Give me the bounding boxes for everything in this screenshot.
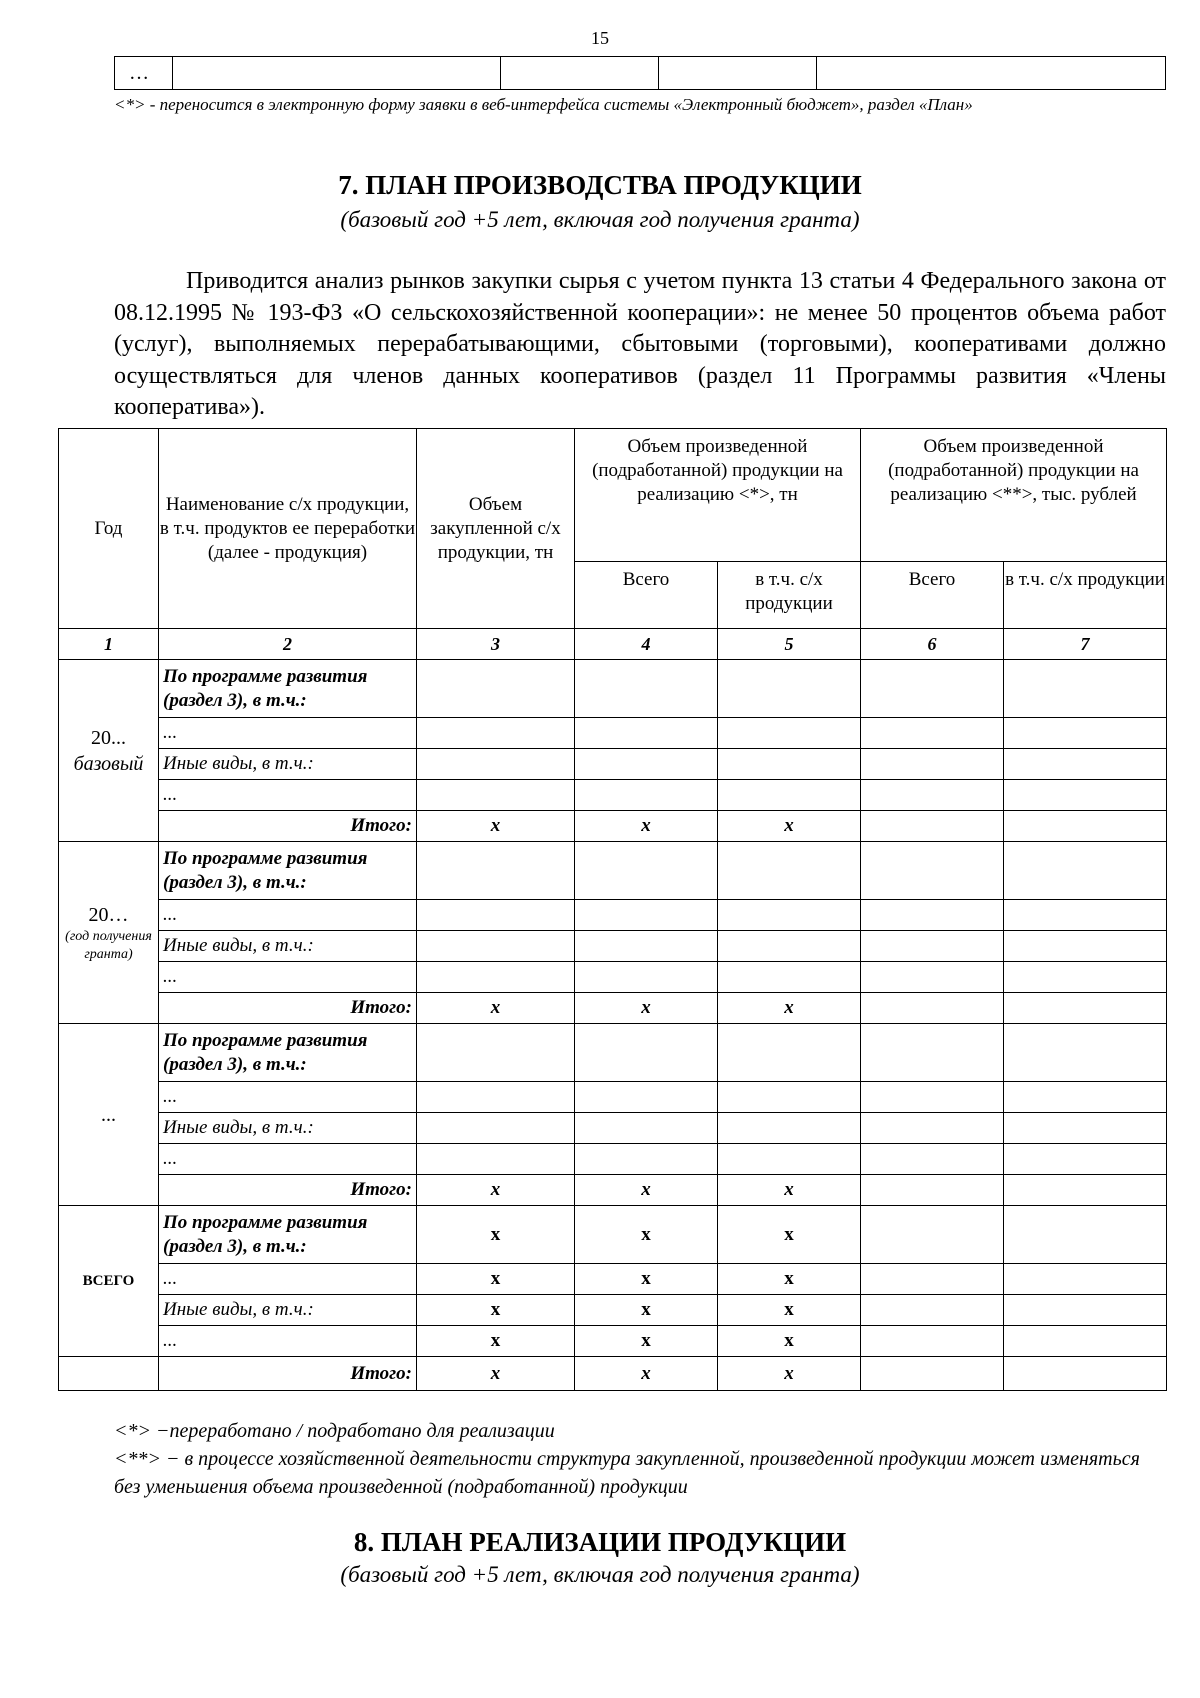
- table-cell: [575, 1082, 718, 1113]
- table-cell: [861, 1082, 1004, 1113]
- table-cell: [417, 1144, 575, 1175]
- continuation-table: [114, 56, 1166, 90]
- year-cell-grant: [59, 842, 159, 1024]
- continuation-cell: [501, 57, 659, 90]
- table-cell: [718, 1144, 861, 1175]
- table-cell: [1004, 1024, 1167, 1082]
- header-incl-agri-rub: в т.ч. с/х продукции: [1004, 562, 1167, 629]
- table-cell: [718, 749, 861, 780]
- table-cell: [718, 718, 861, 749]
- table-cell: [1004, 1113, 1167, 1144]
- table-cell: [1004, 718, 1167, 749]
- row-label-ellipsis: ...: [159, 1144, 417, 1175]
- table-cell: [417, 962, 575, 993]
- row-label-other: Иные виды, в т.ч.:: [159, 1295, 417, 1326]
- table-cell: [718, 660, 861, 718]
- table-cell: [417, 900, 575, 931]
- column-number: 7: [1004, 629, 1167, 660]
- header-total-rub: Всего: [861, 562, 1004, 629]
- table-cell: [861, 1206, 1004, 1264]
- year-cell-base: [59, 660, 159, 842]
- row-label-ellipsis: ...: [159, 718, 417, 749]
- table-cell: [417, 1082, 575, 1113]
- header-purchased: Объем закупленной с/х продукции, тн: [417, 429, 575, 629]
- section-7-intro: [114, 266, 1166, 424]
- x-mark: x: [718, 811, 861, 842]
- table-cell: [417, 780, 575, 811]
- table-cell: [575, 1024, 718, 1082]
- header-produced-tn: Объем произведенной (подработанной) продукции на реализацию <*>, тн: [575, 429, 861, 562]
- top-footnote: <*> - переносится в электронную форму заявки в веб-интерфейса системы «Электронный бюджет», раздел «План»: [114, 95, 973, 114]
- table-cell: [575, 842, 718, 900]
- table-cell: [575, 660, 718, 718]
- table-cell: [861, 749, 1004, 780]
- table-cell: [1004, 993, 1167, 1024]
- x-mark: x: [575, 1264, 718, 1295]
- table-cell: [59, 1357, 159, 1391]
- intro-text: Приводится анализ рынков закупки сырья с учетом пункта 13 статьи 4 Федерального закона от 08.12.1995 № 193-ФЗ «О сельскохозяйственной кооперации»: не менее 50 процентов объема работ (услуг), выполняемых перерабатывающими, сбытовыми (торговыми), кооперативами должно осуществляться для членов данных кооперативов (раздел 11 Программы развития «Члены кооператива»).: [114, 268, 1166, 420]
- table-cell: [1004, 900, 1167, 931]
- x-mark: x: [417, 1206, 575, 1264]
- table-cell: [417, 1113, 575, 1144]
- row-label-ellipsis: ...: [159, 962, 417, 993]
- table-cell: [861, 1144, 1004, 1175]
- table-cell: [1004, 1082, 1167, 1113]
- footnote-2: <**> − в процессе хозяйственной деятельности структура закупленной, произведенной продукции может изменяться без уменьшения объема произведенной (подработанной) продукции: [114, 1448, 1140, 1498]
- row-label-total: Итого:: [159, 1357, 417, 1391]
- x-mark: x: [417, 811, 575, 842]
- table-cell: [417, 660, 575, 718]
- row-label-ellipsis: ...: [159, 1264, 417, 1295]
- year-note: базовый: [73, 752, 144, 775]
- table-cell: [417, 749, 575, 780]
- row-label-other: Иные виды, в т.ч.:: [159, 931, 417, 962]
- table-cell: [861, 993, 1004, 1024]
- table-cell: [861, 1326, 1004, 1357]
- table-cell: [1004, 749, 1167, 780]
- table-cell: [1004, 931, 1167, 962]
- row-label-ellipsis: ...: [159, 1326, 417, 1357]
- year-note: (год получения гранта): [65, 928, 152, 962]
- header-total-tn: Всего: [575, 562, 718, 629]
- x-mark: x: [417, 1326, 575, 1357]
- column-number: 5: [718, 629, 861, 660]
- table-cell: [417, 842, 575, 900]
- table-cell: [718, 962, 861, 993]
- table-cell: [417, 931, 575, 962]
- table-cell: [1004, 660, 1167, 718]
- x-mark: x: [417, 1175, 575, 1206]
- table-cell: [1004, 811, 1167, 842]
- x-mark: x: [718, 1264, 861, 1295]
- year-label: 20…: [88, 903, 129, 926]
- table-cell: [861, 962, 1004, 993]
- column-number: 3: [417, 629, 575, 660]
- year-label: 20...: [91, 726, 126, 749]
- row-label-total: Итого:: [159, 1175, 417, 1206]
- table-cell: [718, 1082, 861, 1113]
- section-7-subtitle: (базовый год +5 лет, включая год получения гранта): [340, 207, 860, 232]
- table-cell: [575, 780, 718, 811]
- header-year: Год: [59, 429, 159, 629]
- table-cell: [861, 780, 1004, 811]
- continuation-cell: [659, 57, 817, 90]
- column-number: 6: [861, 629, 1004, 660]
- table-cell: [1004, 1326, 1167, 1357]
- section-8-subtitle: (базовый год +5 лет, включая год получения гранта): [340, 1562, 860, 1587]
- table-cell: [861, 1264, 1004, 1295]
- table-cell: [575, 1144, 718, 1175]
- table-cell: [861, 1113, 1004, 1144]
- x-mark: x: [417, 1264, 575, 1295]
- x-mark: x: [718, 1175, 861, 1206]
- table-cell: [1004, 962, 1167, 993]
- year-cell-more: ...: [59, 1024, 159, 1206]
- header-incl-agri-tn: в т.ч. с/х продукции: [718, 562, 861, 629]
- table-cell: [718, 842, 861, 900]
- table-cell: [861, 931, 1004, 962]
- continuation-cell: [173, 57, 501, 90]
- row-label-ellipsis: ...: [159, 900, 417, 931]
- table-cell: [861, 811, 1004, 842]
- row-label-program: По программе развития (раздел 3), в т.ч.:: [159, 1024, 417, 1082]
- x-mark: x: [575, 1206, 718, 1264]
- x-mark: x: [417, 993, 575, 1024]
- x-mark: x: [575, 1326, 718, 1357]
- header-name: Наименование с/х продукции, в т.ч. продуктов ее переработки (далее - продукция): [159, 429, 417, 629]
- table-cell: [1004, 1175, 1167, 1206]
- x-mark: x: [718, 1357, 861, 1391]
- row-label-ellipsis: ...: [159, 780, 417, 811]
- row-label-total: Итого:: [159, 993, 417, 1024]
- continuation-cell: [817, 57, 1166, 90]
- table-cell: [718, 1113, 861, 1144]
- row-label-program: По программе развития (раздел 3), в т.ч.:: [159, 842, 417, 900]
- footnote-1: <*> −переработано / подработано для реализации: [114, 1420, 555, 1442]
- table-cell: [861, 660, 1004, 718]
- table-cell: [718, 1024, 861, 1082]
- table-cell: [718, 931, 861, 962]
- table-cell: [1004, 1206, 1167, 1264]
- x-mark: x: [575, 993, 718, 1024]
- section-7-title: 7. ПЛАН ПРОИЗВОДСТВА ПРОДУКЦИИ: [338, 170, 862, 200]
- x-mark: x: [718, 1326, 861, 1357]
- table-cell: [417, 718, 575, 749]
- row-label-other: Иные виды, в т.ч.:: [159, 749, 417, 780]
- table-cell: [861, 900, 1004, 931]
- production-plan-table: [58, 428, 1167, 1391]
- x-mark: x: [575, 1175, 718, 1206]
- row-label-total: Итого:: [159, 811, 417, 842]
- table-footnotes: [114, 1417, 1166, 1501]
- table-cell: [861, 842, 1004, 900]
- x-mark: x: [575, 1357, 718, 1391]
- column-number: 4: [575, 629, 718, 660]
- x-mark: x: [575, 811, 718, 842]
- table-cell: [1004, 1144, 1167, 1175]
- table-cell: [861, 1175, 1004, 1206]
- x-mark: x: [417, 1295, 575, 1326]
- table-cell: [575, 749, 718, 780]
- row-label-program: По программе развития (раздел 3), в т.ч.:: [159, 1206, 417, 1264]
- table-cell: [1004, 1357, 1167, 1391]
- table-cell: [575, 718, 718, 749]
- table-cell: [718, 780, 861, 811]
- page-number: 15: [591, 28, 609, 48]
- table-cell: [575, 900, 718, 931]
- x-mark: x: [718, 993, 861, 1024]
- row-label-other: Иные виды, в т.ч.:: [159, 1113, 417, 1144]
- table-cell: [861, 718, 1004, 749]
- table-cell: [575, 1113, 718, 1144]
- table-cell: [1004, 1295, 1167, 1326]
- column-number: 1: [59, 629, 159, 660]
- column-number: 2: [159, 629, 417, 660]
- x-mark: x: [417, 1357, 575, 1391]
- table-cell: [718, 900, 861, 931]
- x-mark: x: [718, 1295, 861, 1326]
- x-mark: x: [718, 1206, 861, 1264]
- table-cell: [1004, 1264, 1167, 1295]
- year-cell-all: ВСЕГО: [59, 1206, 159, 1357]
- table-cell: [575, 962, 718, 993]
- table-cell: [861, 1024, 1004, 1082]
- table-cell: [1004, 780, 1167, 811]
- row-label-ellipsis: ...: [159, 1082, 417, 1113]
- table-cell: [861, 1295, 1004, 1326]
- table-cell: [1004, 842, 1167, 900]
- x-mark: x: [575, 1295, 718, 1326]
- header-produced-rub: Объем произведенной (подработанной) продукции на реализацию <**>, тыс. рублей: [861, 429, 1167, 562]
- table-cell: [417, 1024, 575, 1082]
- table-cell: [861, 1357, 1004, 1391]
- section-8-title: 8. ПЛАН РЕАЛИЗАЦИИ ПРОДУКЦИИ: [353, 1527, 847, 1557]
- table-cell: [575, 931, 718, 962]
- row-label-program: По программе развития (раздел 3), в т.ч.:: [159, 660, 417, 718]
- continuation-cell: …: [115, 57, 173, 90]
